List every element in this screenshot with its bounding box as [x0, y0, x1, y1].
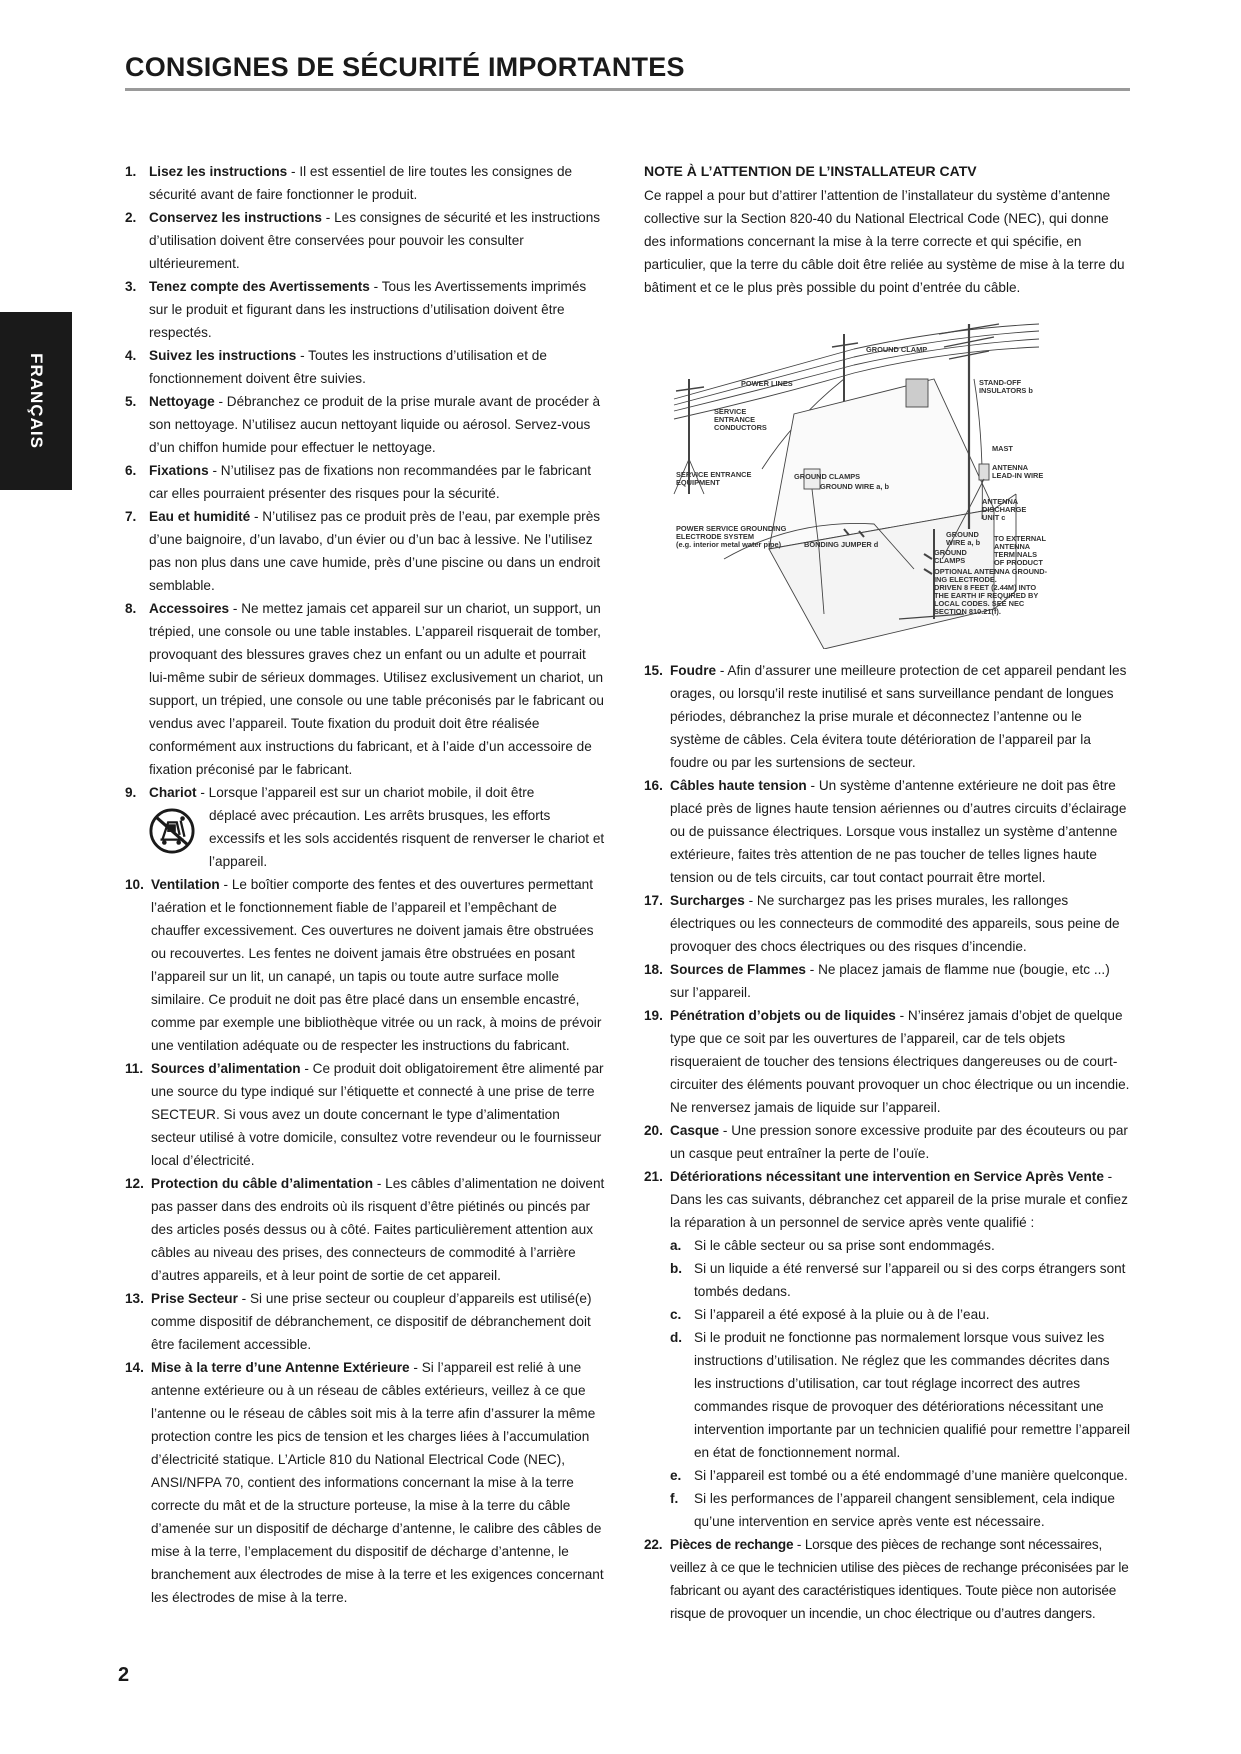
item-text: - Tous les Avertissements imprimés sur le produit et figurant dans les instructions d’utilisation doivent être respectés.: [149, 279, 587, 340]
item-text: - Toutes les instructions d’utilisation et de fonctionnement doivent être suivies.: [149, 348, 547, 386]
label-sec-3: CONDUCTORS: [714, 423, 767, 432]
item-number: 5.: [125, 394, 137, 409]
item-title: Câbles haute tension: [670, 778, 807, 793]
item-text: - Débranchez ce produit de la prise murale avant de procéder à son nettoyage. N’utilisez aucun nettoyant liquide ou aérosol. Servez-vous d’un chiffon humide pour effectuer le nettoyage.: [149, 394, 601, 455]
item-number: 14.: [125, 1360, 144, 1375]
item-text: - Les consignes de sécurité et les instructions d’utilisation doivent être conservées pour pouvoir les consulter ultérieurement.: [149, 210, 601, 271]
label-lead-1: ANTENNA: [992, 463, 1029, 472]
safety-item: [125, 275, 605, 344]
item-number: 2.: [125, 210, 137, 225]
cart-warning-icon: [149, 808, 195, 854]
safety-item: [125, 505, 605, 597]
item-number: 18.: [644, 962, 663, 977]
item-title: Chariot: [149, 785, 197, 800]
label-ground-clamps: GROUND CLAMPS: [794, 472, 861, 481]
safety-item: [644, 774, 1130, 889]
label-sec-2: ENTRANCE: [714, 415, 756, 424]
safety-item: [644, 659, 1130, 774]
sub-item-text: Si le produit ne fonctionne pas normalement lorsque vous suivez les instructions d’utilisation. Ne réglez que les commandes décrites dans les instructions d’utilisation, car tout réglage incorrect des autres commandes risque de provoquer des détériorations nécessitant une intervention importante par un technicien qualifié pour remettre l’appareil en état de fonctionnement normal.: [694, 1330, 1131, 1460]
label-power-lines: POWER LINES: [741, 379, 793, 388]
label-standoff-1: STAND-OFF: [979, 378, 1022, 387]
item-title: Conservez les instructions: [149, 210, 322, 225]
item-text: - Lorsque des pièces de rechange sont nécessaires, veillez à ce que le technicien utilise des pièces de rechange préconisées par le fabricant ou ayant des caractéristiques identiques. Toute pièce non autorisée risque de provoquer un incendie, un choc électrique ou d’autres dangers.: [670, 1537, 1129, 1621]
item-title: Sources de Flammes: [670, 962, 806, 977]
item-number: 17.: [644, 893, 663, 908]
label-gw-1: GROUND: [946, 530, 979, 539]
sub-item-text: Si un liquide a été renversé sur l’appareil ou si des corps étrangers sont tombés dedans.: [694, 1261, 1126, 1299]
item-number: 6.: [125, 463, 137, 478]
item-text: - Ce produit doit obligatoirement être alimenté par une source du type indiqué sur l’étiquette et connecté à une prise de terre SECTEUR. Si vous avez un doute concernant le type d’alimentation secteur utilisé à votre domicile, consultez votre revendeur ou le fournisseur local d’électricité.: [151, 1061, 604, 1168]
item-number: 12.: [125, 1176, 144, 1191]
label-gc-2: CLAMPS: [934, 556, 966, 565]
safety-item: [125, 1057, 605, 1172]
safety-item: [125, 781, 605, 873]
language-tab: [0, 312, 72, 490]
item-title: Prise Secteur: [151, 1291, 238, 1306]
item-text: - Il est essentiel de lire toutes les consignes de sécurité avant de faire fonctionner le produit.: [149, 164, 573, 202]
item-text: - Si l’appareil est relié à une antenne extérieure ou à un réseau de câbles extérieurs, veillez à ce que l’antenne ou le réseau de câbles soit mis à la terre afin d’assurer la même protection contre les pics de tension et les charges liées à l’accumulation d’électricité statique. L’Article 810 du National Electrical Code (NEC), ANSI/NFPA 70, contient des informations concernant la mise à la terre correcte du mât et de la structure porteuse, la mise à la terre du câble d’amenée sur un dispositif de décharge d’antenne, le calibre des câbles de mise à la terre, l’emplacement du dispositif de décharge d’antenne, le branchement aux électrodes de mise à la terre et les exigences concernant les électrodes de mise à la terre.: [151, 1360, 604, 1605]
safety-item: [125, 873, 605, 1057]
item-number: 13.: [125, 1291, 144, 1306]
cart-text-rest: déplacé avec précaution. Les arrêts brusques, les efforts excessifs et les sols accidentés risquent de renverser le chariot et l’appareil.: [209, 808, 605, 869]
sub-item: [670, 1257, 1130, 1303]
item-number: 11.: [125, 1061, 144, 1076]
sub-item-letter: a.: [670, 1238, 682, 1253]
label-psg-1: POWER SERVICE GROUNDING: [676, 524, 787, 533]
safety-item: [644, 889, 1130, 958]
item-title: Foudre: [670, 663, 717, 678]
item-number: 7.: [125, 509, 137, 524]
label-bonding: BONDING JUMPER d: [804, 540, 879, 549]
label-ext-2: ANTENNA: [994, 542, 1031, 551]
item-text: - Un système d’antenne extérieure ne doit pas être placé près de lignes haute tension aériennes ou d’autres circuits d’éclairage ou de puissance électriques. Lorsque vous installez un système d’antenne extérieure, faites très attention de ne pas toucher de telles lignes haute tension ou de tels circuits, car tout contact pourrait être mortel.: [670, 778, 1127, 885]
label-adu-1: ANTENNA: [982, 497, 1019, 506]
label-lead-2: LEAD-IN WIRE: [992, 471, 1044, 480]
item-number: 22.: [644, 1537, 663, 1552]
safety-item: [644, 1004, 1130, 1119]
sub-item: [670, 1464, 1130, 1487]
item-text: - Si une prise secteur ou coupleur d’appareils est utilisé(e) comme dispositif de débranchement, ce dispositif de débranchement doit être facilement accessible.: [151, 1291, 592, 1352]
item-number: 20.: [644, 1123, 663, 1138]
sub-item: [670, 1303, 1130, 1326]
label-gc-1: GROUND: [934, 548, 967, 557]
safety-item: [644, 1119, 1130, 1165]
sub-item-text: Si l’appareil a été exposé à la pluie ou à de l’eau.: [694, 1307, 990, 1322]
item-title: Lisez les instructions: [149, 164, 288, 179]
sub-item-letter: f.: [670, 1491, 679, 1506]
page-number: 2: [118, 1664, 130, 1686]
item-text: - Ne surchargez pas les prises murales, les rallonges électriques ou les connecteurs de commodité des appareils, sous peine de provoquer des chocs électriques ou des risques d’incendie.: [670, 893, 1120, 954]
item-title: Tenez compte des Avertissements: [149, 279, 370, 294]
label-opt-6: SECTION 810.21(f).: [934, 607, 1001, 616]
sub-item-letter: e.: [670, 1468, 682, 1483]
item-number: 1.: [125, 164, 137, 179]
safety-item: [125, 1287, 605, 1356]
item-title: Sources d’alimentation: [151, 1061, 301, 1076]
safety-item: [125, 1172, 605, 1287]
left-column: [125, 160, 605, 1609]
item-text: - Ne mettez jamais cet appareil sur un chariot, un support, un trépied, une console ou une table instables. L’appareil risquerait de tomber, provoquant des blessures graves chez un enfant ou un adulte et pourrait lui-même subir de sérieux dommages. Utilisez exclusivement un chariot, un support, un trépied, une console ou une table préconisés par le fabricant ou vendus avec l’appareil. Toute fixation du produit doit être réalisée conformément aux instructions du fabricant, et à l’aide d’un accessoire de fixation préconisé par le fabricant.: [149, 601, 604, 777]
item-text: - Ne placez jamais de flamme nue (bougie, etc ...) sur l’appareil.: [670, 962, 1110, 1000]
item-title: Fixations: [149, 463, 209, 478]
item-text: - Afin d’assurer une meilleure protection de cet appareil pendant les orages, ou lorsqu’il reste inutilisé et sans surveillance pendant de longues périodes, débranchez la prise murale et déconnectez l’antenne ou le système de câbles. Cela évitera toute détérioration de l’appareil par la foudre ou par les surtensions de secteur.: [670, 663, 1127, 770]
item-number: 10.: [125, 877, 144, 892]
sub-item: [670, 1487, 1130, 1533]
label-adu-2: DISCHARGE: [982, 505, 1027, 514]
note-body: Ce rappel a pour but d’attirer l’attention de l’installateur du système d’antenne collective sur la Section 820-40 du National Electrical Code (NEC), qui donne des informations concernant la mise à la terre correcte et qui spécifie, en particulier, que la terre du câble doit être reliée au système de mise à la terre du bâtiment et ce le plus près possible du point d’entrée du câble.: [644, 188, 1125, 295]
item-title: Casque: [670, 1123, 720, 1138]
sub-item-letter: b.: [670, 1261, 683, 1276]
item-title: Mise à la terre d’une Antenne Extérieure: [151, 1360, 410, 1375]
safety-item: [125, 1356, 605, 1609]
label-mast: MAST: [992, 444, 1013, 453]
safety-item: [125, 160, 605, 206]
item-title: Accessoires: [149, 601, 230, 616]
safety-item: [125, 459, 605, 505]
safety-item: [644, 1533, 1130, 1625]
item-text: - Le boîtier comporte des fentes et des ouvertures permettant l’aération et le fonctionnement fiable de l’appareil et l’empêchant de chauffer excessivement. Ces ouvertures ne doivent jamais être obstruées ou recouvertes. Les fentes ne doivent jamais être obstruées en posant l’appareil sur un lit, un canapé, un tapis ou toute autre surface molle similaire. Ce produit ne doit pas être placé dans un ensemble encastré, comme par exemple une bibliothèque vitrée ou un rack, à moins de prévoir une ventilation adéquate ou de respecter les instructions du fabricant.: [151, 877, 602, 1053]
sub-item: [670, 1326, 1130, 1464]
item-number: 9.: [125, 785, 137, 800]
label-see-2: EQUIPMENT: [676, 478, 720, 487]
right-column: [644, 160, 1130, 1625]
item-text: - Dans les cas suivants, débranchez cet appareil de la prise murale et confiez la réparation à un personnel de service après vente qualifié :: [670, 1169, 1128, 1230]
item-title: Détériorations nécessitant une intervention en Service Après Vente: [670, 1169, 1104, 1184]
safety-item: [125, 597, 605, 781]
label-opt-4: THE EARTH IF REQUIRED BY: [934, 591, 1039, 600]
safety-item: [125, 206, 605, 275]
sub-item-letter: c.: [670, 1307, 682, 1322]
sub-item-text: Si les performances de l’appareil changent sensiblement, cela indique qu’une intervention en service après vente est nécessaire.: [694, 1491, 1115, 1529]
label-sec-1: SERVICE: [714, 407, 747, 416]
label-ground-wire: GROUND WIRE a, b: [820, 482, 889, 491]
sub-item-letter: d.: [670, 1330, 683, 1345]
item-number: 21.: [644, 1169, 663, 1184]
item-title: Nettoyage: [149, 394, 215, 409]
label-gw-2: WIRE a, b: [946, 538, 981, 547]
antenna-grounding-diagram: [644, 319, 1130, 649]
label-standoff-2: INSULATORS b: [979, 386, 1033, 395]
item-title: Ventilation: [151, 877, 220, 892]
item-number: 16.: [644, 778, 663, 793]
label-ext-4: OF PRODUCT: [994, 558, 1043, 567]
page-title: CONSIGNES DE SÉCURITÉ IMPORTANTES: [125, 52, 685, 82]
label-psg-3: (e.g. interior metal water pipe): [676, 540, 782, 549]
item-title: Suivez les instructions: [149, 348, 297, 363]
item-title: Protection du câble d’alimentation: [151, 1176, 374, 1191]
item-number: 3.: [125, 279, 137, 294]
item-number: 15.: [644, 663, 663, 678]
sub-item-text: Si le câble secteur ou sa prise sont endommagés.: [694, 1238, 995, 1253]
sub-item-text: Si l’appareil est tombé ou a été endommagé d’une manière quelconque.: [694, 1468, 1128, 1483]
chimney: [906, 379, 928, 407]
label-ground-clamp: GROUND CLAMP: [866, 345, 928, 354]
safety-item: [125, 344, 605, 390]
label-opt-2: ING ELECTRODE.: [934, 575, 997, 584]
item-text: - N’utilisez pas de fixations non recommandées par le fabricant car elles pourraient présenter des risques pour la sécurité.: [149, 463, 591, 501]
sub-item: [670, 1234, 1130, 1257]
label-see-1: SERVICE ENTRANCE: [676, 470, 752, 479]
item-text: - N’utilisez pas ce produit près de l’eau, par exemple près d’une baignoire, d’un lavabo, d’un évier ou d’un bac à lessive. Ne l’utilisez pas non plus dans une cave humide, près d’une piscine ou dans un endroit semblable.: [149, 509, 601, 593]
safety-item: [644, 1165, 1130, 1533]
language-tab-label: FRANÇAIS: [27, 353, 46, 449]
item-text: - Les câbles d’alimentation ne doivent pas passer dans des endroits où ils risquent d’être piétinés ou pincés par des articles posés dessus ou à côté. Faites particulièrement attention aux câbles au niveau des prises, des connecteurs de commodité à l’arrière d’autres appareils, et à leur point de sortie de cet appareil.: [151, 1176, 605, 1283]
title-rule: [125, 88, 1130, 91]
cart-text-first: - Lorsque l’appareil est sur un chariot mobile, il doit être: [196, 785, 535, 800]
label-ext-1: TO EXTERNAL: [994, 534, 1047, 543]
cart-block: [149, 804, 605, 873]
item-number: 8.: [125, 601, 137, 616]
discharge-unit: [979, 464, 989, 480]
item-text: - Une pression sonore excessive produite par des écouteurs ou par un casque peut entraîner la perte de l’ouïe.: [670, 1123, 1128, 1161]
safety-item: [125, 390, 605, 459]
label-opt-5: LOCAL CODES. SEE NEC: [934, 599, 1025, 608]
label-ext-3: TERMINALS: [994, 550, 1038, 559]
item-title: Pièces de rechange: [670, 1537, 794, 1552]
item-title: Pénétration d’objets ou de liquides: [670, 1008, 896, 1023]
item-title: Surcharges: [670, 893, 745, 908]
label-opt-3: DRIVEN 8 FEET (2.44M) INTO: [934, 583, 1037, 592]
label-psg-2: ELECTRODE SYSTEM: [676, 532, 755, 541]
safety-item: [644, 958, 1130, 1004]
item-text: - N’insérez jamais d’objet de quelque type que ce soit par les ouvertures de l’appareil, car de tels objets risqueraient de toucher des tensions électriques dangereuses ou de court-circuiter des éléments pouvant provoquer un choc électrique ou un incendie. Ne renversez jamais de liquide sur l’appareil.: [670, 1008, 1130, 1115]
label-adu-3: UNIT c: [982, 513, 1006, 522]
item-number: 19.: [644, 1008, 663, 1023]
label-opt-1: OPTIONAL ANTENNA GROUND-: [934, 567, 1048, 576]
item-number: 4.: [125, 348, 137, 363]
note-title: NOTE À L’ATTENTION DE L’INSTALLATEUR CATV: [644, 163, 977, 179]
item-title: Eau et humidité: [149, 509, 251, 524]
